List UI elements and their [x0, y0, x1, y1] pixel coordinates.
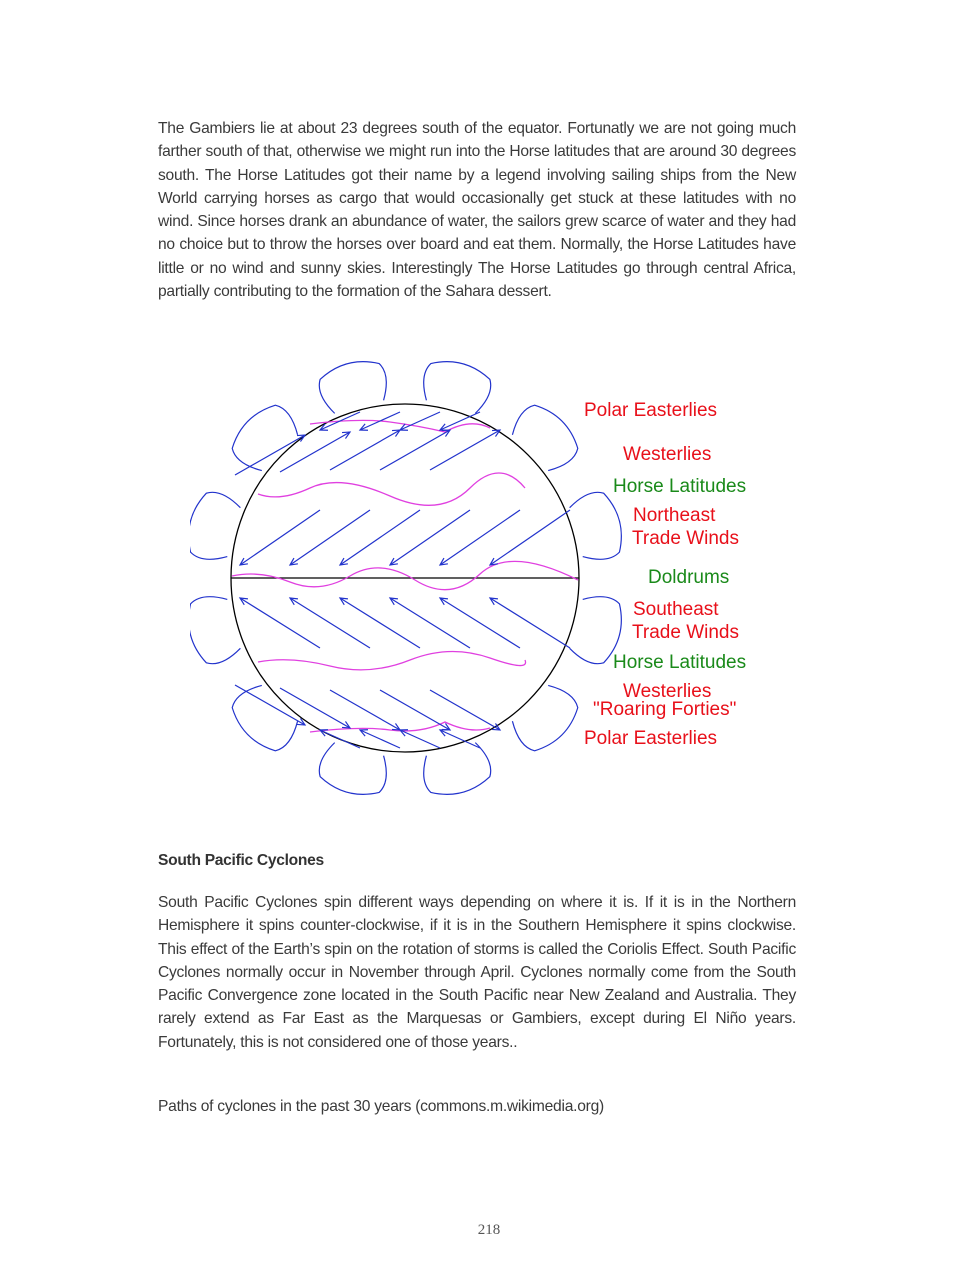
polar-easterlies-north-arrow	[440, 412, 480, 430]
se-trade-arrow-head	[490, 598, 498, 605]
label-southeast: Southeast	[633, 599, 719, 620]
polar-easterlies-south-arrow	[360, 730, 400, 748]
circulation-cell	[319, 743, 386, 795]
ne-trade-arrow	[240, 510, 320, 565]
westerlies-north-arrow	[280, 432, 350, 472]
se-trade-arrow	[390, 598, 470, 648]
ne-trade-arrow	[390, 510, 470, 565]
circulation-cell	[232, 405, 297, 470]
ne-trade-arrow-head	[490, 558, 498, 565]
se-trade-arrow-head	[240, 598, 248, 605]
label-horse-latitudes-north: Horse Latitudes	[613, 476, 747, 497]
label-roaring-forties: "Roaring Forties"	[593, 699, 737, 720]
polar-easterlies-south-arrow	[440, 730, 480, 748]
label-northeast: Northeast	[633, 505, 716, 526]
boundary-horse-south	[258, 651, 526, 669]
ne-trade-arrow-head	[440, 558, 448, 565]
circulation-cell	[512, 405, 577, 470]
circulation-cell	[319, 362, 386, 414]
westerlies-south-arrow	[280, 688, 350, 728]
label-polar-easterlies-north: Polar Easterlies	[584, 400, 718, 421]
cyclones-paragraph: South Pacific Cyclones spin different ways depending on where it is. If it is in the Northern Hemisphere it spins counter-clockwise, if it is in the Southern Hemisphere it spins clockwise. This effect of the Earth’s spin on the rotation of storms is called the Coriolis Effect. South Pacific Cyclones normally occur in November through April. Cyclones normally come from the South Pacific Convergence zone located in the South Pacific near New Zealand and Australia. They rarely extend as Far East as the Marquesas or Gambiers, except during El Niño years. Fortunately, this is not considered one of those years..	[158, 894, 796, 1051]
polar-easterlies-south-arrow	[400, 730, 440, 748]
label-westerlies-north: Westerlies	[623, 444, 712, 465]
circulation-cell	[570, 492, 622, 559]
ne-trade-arrow-head	[390, 558, 398, 565]
caption-paragraph: Paths of cyclones in the past 30 years (commons.m.wikimedia.org)	[158, 1098, 604, 1115]
se-trade-arrow	[490, 598, 570, 648]
se-trade-arrow-head	[390, 598, 398, 605]
se-trade-arrow	[440, 598, 520, 648]
ne-trade-arrow-head	[290, 558, 298, 565]
se-trade-arrow-head	[440, 598, 448, 605]
label-doldrums: Doldrums	[648, 567, 730, 588]
label-horse-latitudes-south: Horse Latitudes	[613, 652, 747, 673]
ne-trade-arrow-head	[340, 558, 348, 565]
label-ne-trade-winds: Trade Winds	[632, 528, 739, 549]
section-heading: South Pacific Cyclones	[158, 852, 324, 869]
label-westerlies-south: Westerlies	[623, 681, 712, 702]
intro-paragraph: The Gambiers lie at about 23 degrees south of the equator. Fortunatly we are not going much farther south of that, otherwise we might run into the Horse latitudes that are around 30 degrees south. The Horse Latitudes got their name by a legend involving sailing ships from the New World carrying horses as cargo that would occasionally get stuck at these latitudes with no wind. Since horses drank an abundance of water, the sailors grew scarce of water and they had no choice but to throw the horses over board and eat them. Normally, the Horse Latitudes have little or no wind and sunny skies. Interestingly The Horse Latitudes go through central Africa, partially contributing to the formation of the Sahara dessert.	[158, 120, 796, 301]
boundary-horse-north	[258, 473, 525, 505]
circulation-cell	[424, 362, 491, 414]
se-trade-arrow	[340, 598, 420, 648]
global-wind-diagram	[190, 360, 770, 800]
se-trade-arrow	[240, 598, 320, 648]
circulation-cell	[424, 743, 491, 795]
se-trade-arrow-head	[290, 598, 298, 605]
label-polar-easterlies-south: Polar Easterlies	[584, 728, 718, 749]
circulation-cell	[232, 685, 297, 750]
polar-easterlies-south-arrow	[320, 730, 360, 748]
ne-trade-arrow	[440, 510, 520, 565]
circulation-cell	[512, 685, 577, 750]
se-trade-arrow-head	[340, 598, 348, 605]
ne-trade-arrow	[340, 510, 420, 565]
ne-trade-arrow	[290, 510, 370, 565]
page-number: 218	[477, 1222, 501, 1238]
ne-trade-arrow-head	[240, 558, 248, 565]
se-trade-arrow	[290, 598, 370, 648]
ne-trade-arrow	[490, 510, 570, 565]
label-se-trade-winds: Trade Winds	[632, 622, 739, 643]
boundary-doldrums	[232, 561, 578, 589]
